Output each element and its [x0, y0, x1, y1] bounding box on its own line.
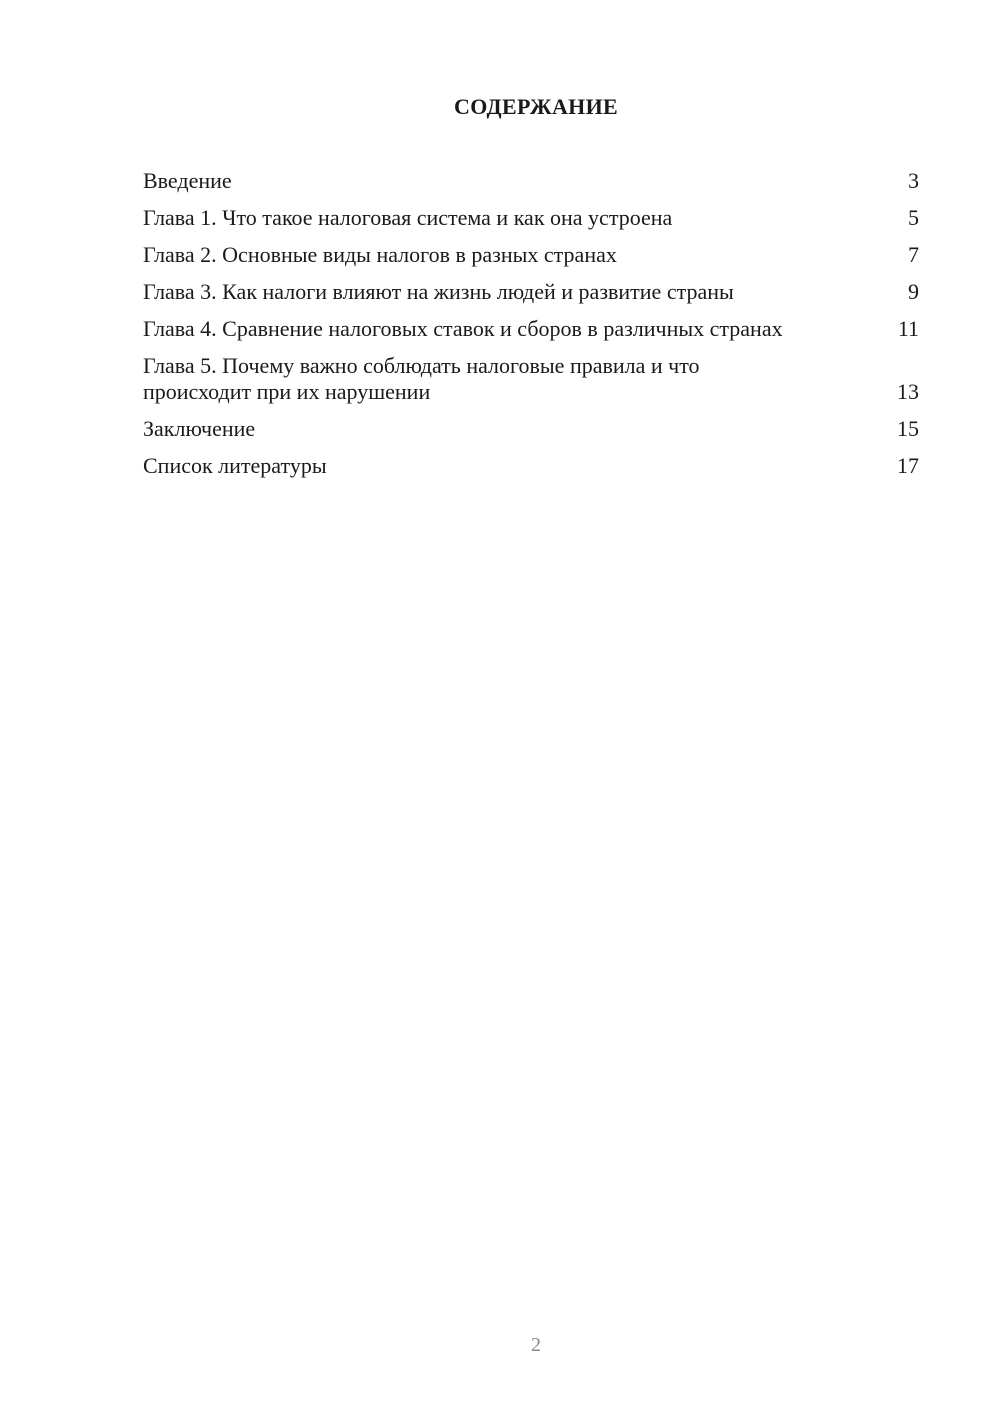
toc-entry-chapter-4	[143, 316, 919, 342]
toc-entry-title: Глава 1. Что такое налоговая система и как она устроена	[143, 205, 673, 230]
toc-entry-page: 5	[908, 205, 919, 230]
toc-entry-page: 17	[897, 453, 919, 478]
toc-entry-title: Глава 3. Как налоги влияют на жизнь людей и развитие страны	[143, 279, 734, 304]
table-of-contents	[143, 168, 919, 490]
toc-entry-title: Глава 4. Сравнение налоговых ставок и сборов в различных странах	[143, 316, 783, 341]
toc-entry-chapter-1	[143, 205, 919, 231]
toc-entry-introduction	[143, 168, 919, 194]
toc-entry-page: 11	[897, 316, 919, 341]
toc-entry-title: Заключение	[143, 416, 256, 441]
toc-entry-conclusion	[143, 416, 919, 442]
page-number: 2	[531, 1334, 541, 1356]
toc-entry-page: 9	[908, 279, 919, 304]
toc-entry-chapter-3	[143, 279, 919, 305]
toc-entry-title: Глава 5. Почему важно соблюдать налоговые правила и что происходит при их нарушении	[143, 353, 700, 404]
toc-heading: СОДЕРЖАНИЕ	[454, 94, 618, 119]
toc-entry-references	[143, 453, 919, 479]
toc-entry-page: 7	[908, 242, 919, 267]
toc-entry-title: Список литературы	[143, 453, 327, 478]
toc-entry-page: 13	[897, 379, 919, 404]
toc-entry-page: 3	[908, 168, 919, 193]
toc-entry-page: 15	[897, 416, 919, 441]
toc-entry-title: Введение	[143, 168, 232, 193]
toc-entry-title: Глава 2. Основные виды налогов в разных странах	[143, 242, 617, 267]
toc-entry-chapter-2	[143, 242, 919, 268]
toc-entry-chapter-5	[143, 353, 919, 405]
